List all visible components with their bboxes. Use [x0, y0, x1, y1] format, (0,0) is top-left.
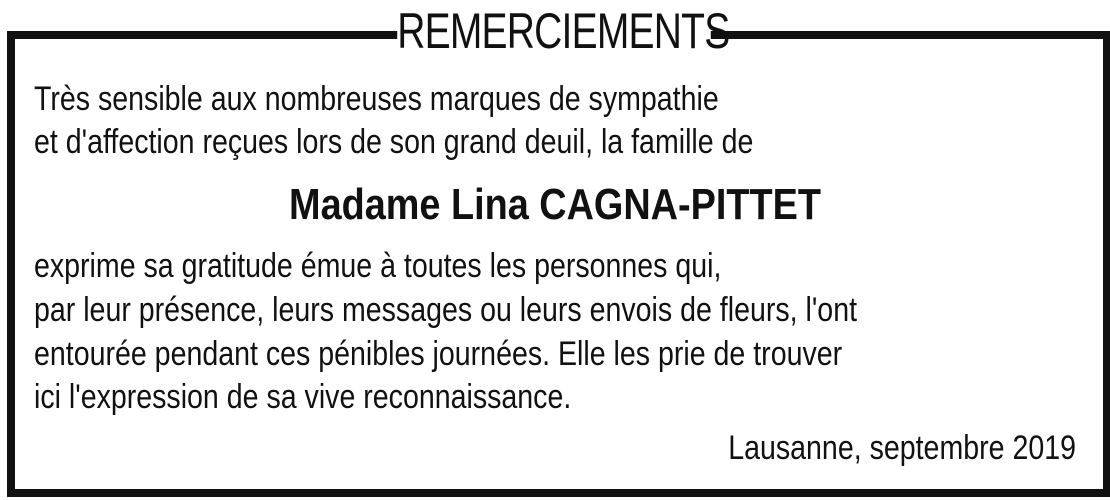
- deceased-name: Madame Lina CAGNA-PITTET: [289, 180, 821, 229]
- place-date: Lausanne, septembre 2019: [728, 429, 1076, 467]
- intro-line-2: et d'affection reçues lors de son grand deuil, la famille de: [34, 123, 754, 161]
- notice-title: REMERCIEMENTS: [397, 0, 711, 62]
- body-line-4: ici l'expression de sa vive reconnaissance.: [34, 378, 572, 416]
- body-line-3: entourée pendant ces pénibles journées. Elle les prie de trouver: [34, 335, 843, 373]
- body-line-2: par leur présence, leurs messages ou leurs envois de fleurs, l'ont: [34, 291, 858, 329]
- body-line-1: exprime sa gratitude émue à toutes les personnes qui,: [34, 247, 722, 285]
- intro-line-1: Très sensible aux nombreuses marques de sympathie: [34, 80, 719, 118]
